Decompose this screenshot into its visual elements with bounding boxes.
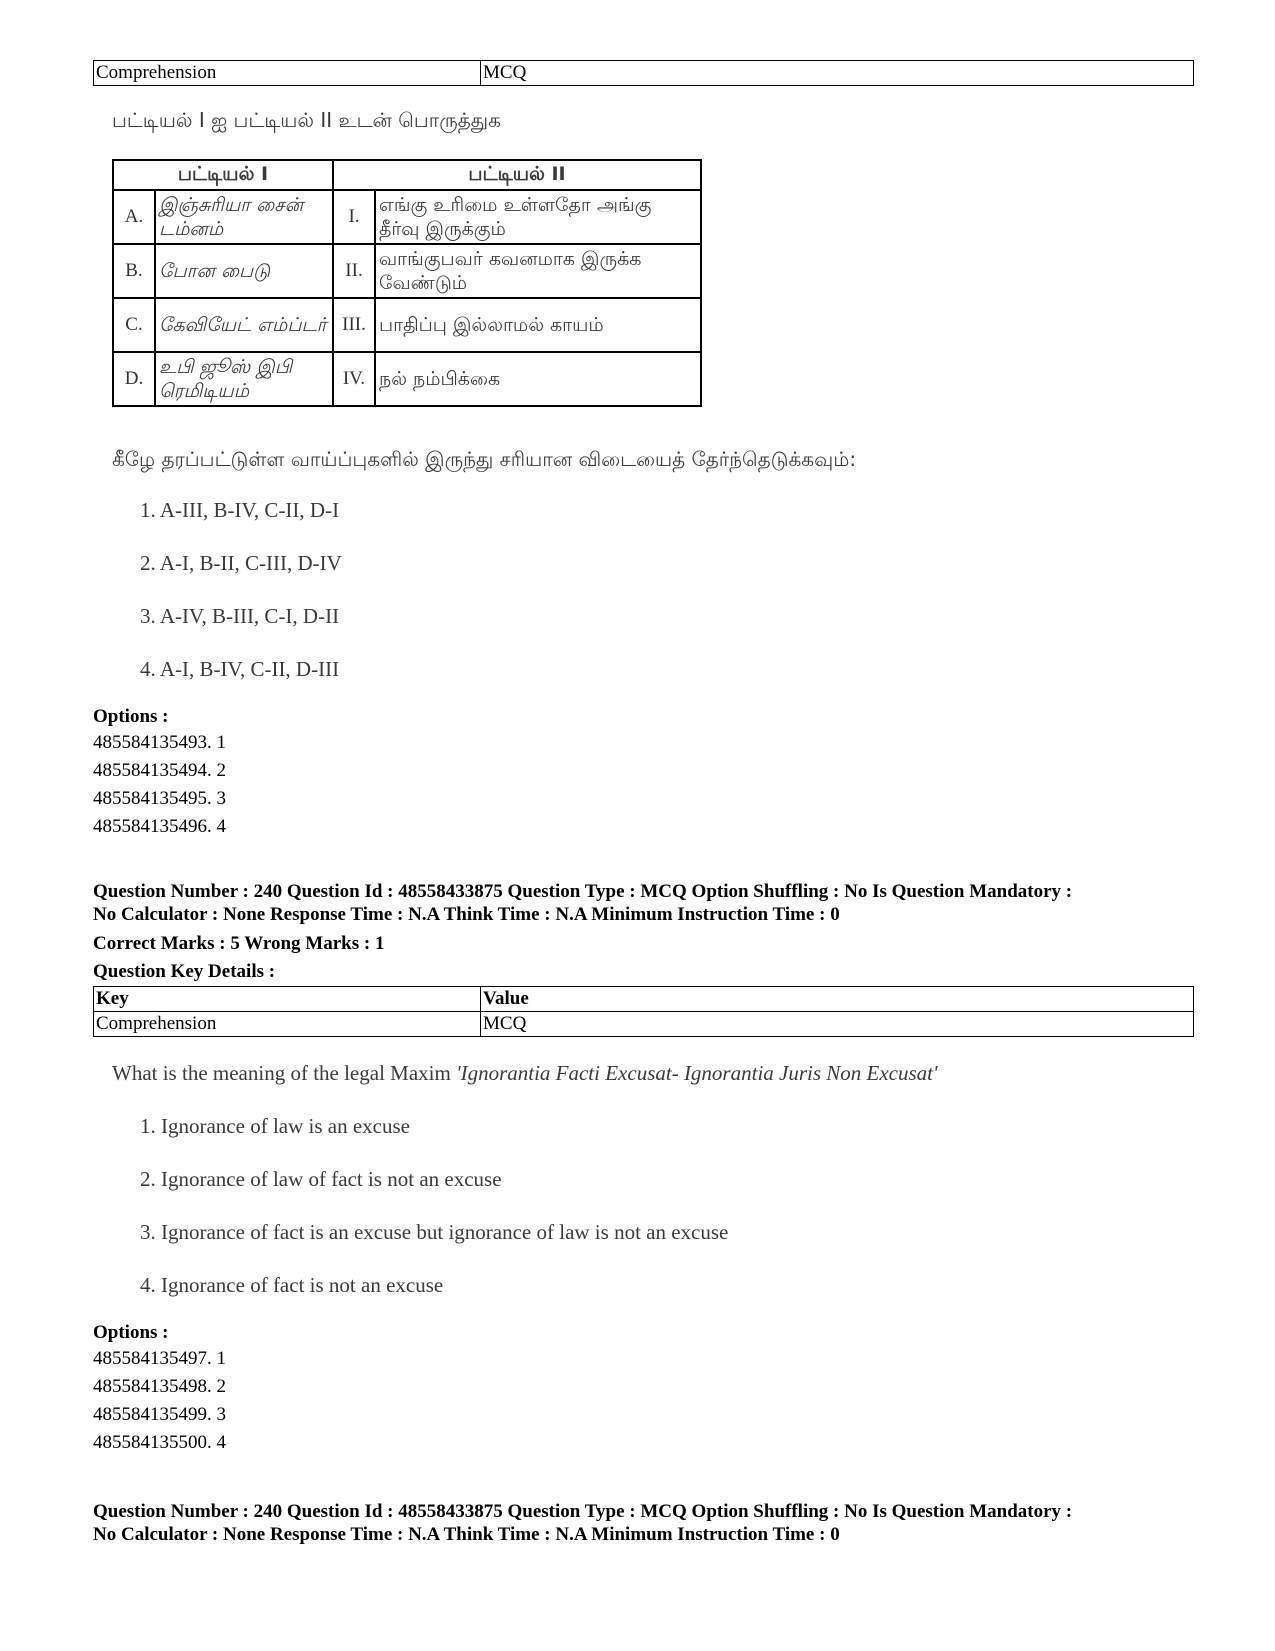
row-label: C. [113,298,155,352]
list2-item: பாதிப்பு இல்லாமல் காயம் [375,298,701,352]
question-meta: No Calculator : None Response Time : N.A Think Time : N.A Minimum Instruction Time : 0 [93,904,840,925]
match-instruction: பட்டியல் I ஐ பட்டியல் II உடன் பொருத்துக [112,108,501,132]
options-label: Options : [93,1322,169,1343]
list1-header: பட்டியல் I [113,160,333,190]
choose-prompt: கீழே தரப்பட்டுள்ள வாய்ப்புகளில் இருந்து சரியான விடையைத் தேர்ந்தெடுக்கவும்: [112,447,857,471]
option-id: 485584135498. 2 [93,1376,226,1397]
option-id: 485584135496. 4 [93,816,226,837]
key-details-label: Question Key Details : [93,961,276,982]
row-label: I. [333,190,375,244]
question-meta: No Calculator : None Response Time : N.A Think Time : N.A Minimum Instruction Time : 0 [93,1524,840,1545]
option-id: 485584135499. 3 [93,1404,226,1425]
match-table [112,159,702,407]
question-plain: What is the meaning of the legal Maxim [112,1061,457,1085]
list1-item: கேவியேட் எம்ப்டர் [155,298,333,352]
row-label: III. [333,298,375,352]
choice-4: 4. A-I, B-IV, C-II, D-III [140,657,340,681]
table-row [94,987,1194,1012]
key-table-top [93,60,1194,86]
marks-line: Correct Marks : 5 Wrong Marks : 1 [93,933,385,954]
table-row [94,1012,1194,1037]
choice-2: 2. A-I, B-II, C-III, D-IV [140,551,342,575]
list2-item: வாங்குபவர் கவனமாக இருக்க வேண்டும் [375,244,701,298]
options-label: Options : [93,706,169,727]
row-label: A. [113,190,155,244]
list2-item: நல் நம்பிக்கை [375,352,701,406]
key-cell: Comprehension [94,1012,481,1037]
list1-item: போன பைடு [155,244,333,298]
list1-item: உபி ஜூஸ் இபி ரெமிடியம் [155,352,333,406]
choice-3: 3. Ignorance of fact is an excuse but ignorance of law is not an excuse [140,1220,729,1244]
option-id: 485584135494. 2 [93,760,226,781]
key-table [93,986,1194,1037]
question-maxim: 'Ignorantia Facti Excusat- Ignorantia Juris Non Excusat' [456,1061,938,1085]
table-row [113,352,701,406]
key-cell: Comprehension [94,61,481,86]
list2-header: பட்டியல் II [333,160,701,190]
table-row [113,160,701,190]
row-label: B. [113,244,155,298]
choice-2: 2. Ignorance of law of fact is not an excuse [140,1167,502,1191]
row-label: D. [113,352,155,406]
option-id: 485584135497. 1 [93,1348,226,1369]
question-text [112,1061,938,1086]
value-cell: MCQ [481,61,1194,86]
list1-item: இஞ்சுரியா சைன் டம்னம் [155,190,333,244]
key-header: Key [94,987,481,1012]
choice-4: 4. Ignorance of fact is not an excuse [140,1273,444,1297]
question-meta: Question Number : 240 Question Id : 48558433875 Question Type : MCQ Option Shuffling : No Is Question Mandatory : [93,881,1073,902]
row-label: II. [333,244,375,298]
row-label: IV. [333,352,375,406]
table-row [113,190,701,244]
option-id: 485584135500. 4 [93,1432,226,1453]
option-id: 485584135493. 1 [93,732,226,753]
question-meta: Question Number : 240 Question Id : 48558433875 Question Type : MCQ Option Shuffling : No Is Question Mandatory : [93,1501,1073,1522]
table-row [113,244,701,298]
value-header: Value [481,987,1194,1012]
choice-1: 1. Ignorance of law is an excuse [140,1114,410,1138]
table-row [94,61,1194,86]
choice-1: 1. A-III, B-IV, C-II, D-I [140,498,340,522]
value-cell: MCQ [481,1012,1194,1037]
table-row [113,298,701,352]
choice-3: 3. A-IV, B-III, C-I, D-II [140,604,340,628]
option-id: 485584135495. 3 [93,788,226,809]
list2-item: எங்கு உரிமை உள்ளதோ அங்கு தீர்வு இருக்கும் [375,190,701,244]
